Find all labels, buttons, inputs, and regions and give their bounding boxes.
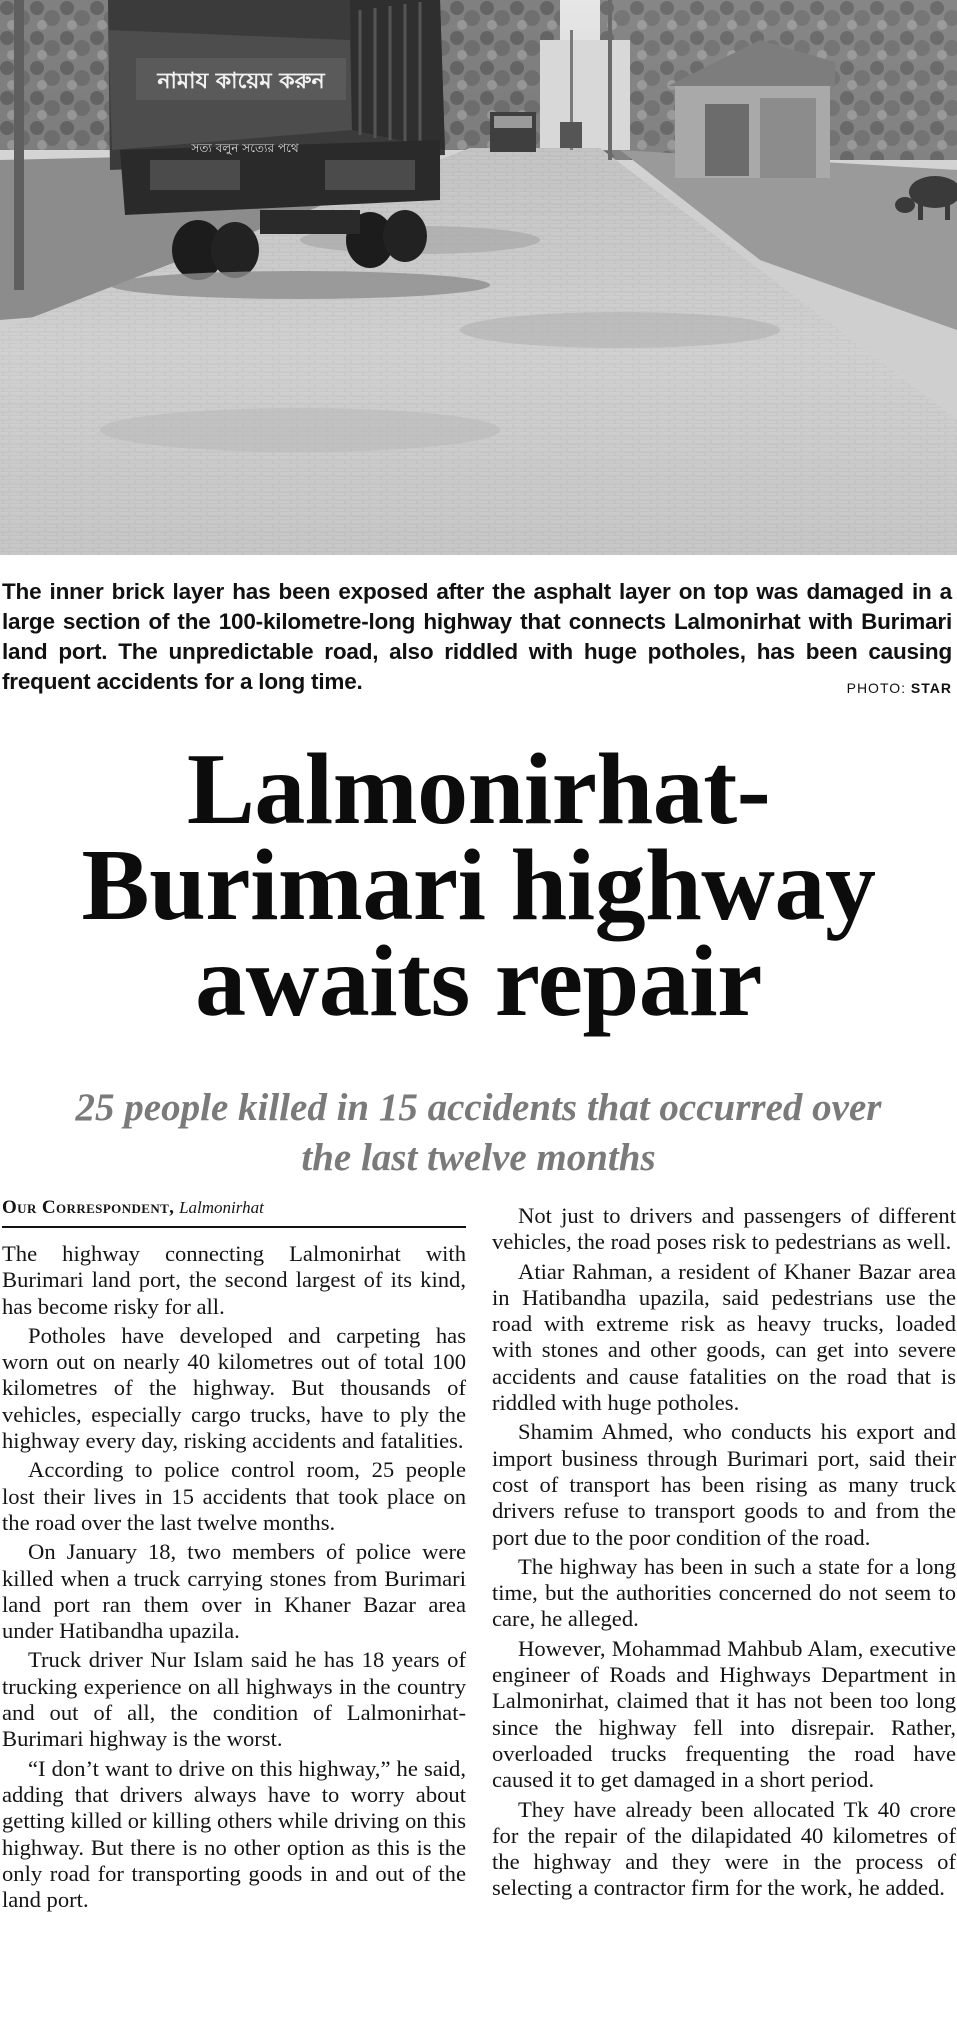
paragraph: Shamim Ahmed, who conducts his export and import business through Burimari port, said their cost of transport has been rising as many truck drivers refuse to transport goods to and from the port due to the poor condition of the road. [492,1419,956,1550]
headline-line-3: awaits repair [195,925,762,1038]
headline [0,733,957,1038]
paragraph: Not just to drivers and passengers of different vehicles, the road poses risk to pedestrians as well. [492,1203,956,1255]
byline-place: Lalmonirhat [179,1198,264,1217]
subheadline-line-1: 25 people killed in 15 accidents that occurred over [75,1086,882,1129]
paragraph: “I don’t want to drive on this highway,” he said, adding that drivers always have to worry about getting killed or killing others while driving on this highway. But there is no other option as this is the only road for transporting goods in and out of the land port. [2,1755,466,1913]
byline [2,1196,466,1228]
photo-credit [847,673,952,703]
photo-credit-prefix: PHOTO: [846,680,907,696]
truck-sign-text: নামায কায়েম করুন [157,69,325,94]
paragraph: However, Mohammad Mahbub Alam, executive engineer of Roads and Highways Department in Lalmonirhat, claimed that it has not been too long since the highway fell into disrepair. Rather, overloaded trucks frequenting the road have caused it to get damaged in a short period. [492,1635,956,1793]
photo-credit-source: STAR [910,680,952,696]
paragraph: The highway has been in such a state for a long time, but the authorities concerned do not seem to care, he alleged. [492,1553,956,1632]
caption-text: The inner brick layer has been exposed after the asphalt layer on top was damaged in a large section of the 100-kilometre-long highway that connects Lalmonirhat with Burimari land port. The unpredictable road, also riddled with huge potholes, has been causing frequent accidents for a long time. [2,579,952,694]
paragraph: According to police control room, 25 people lost their lives in 15 accidents that took place on the road over the last twelve months. [2,1457,466,1535]
paragraph: They have already been allocated Tk 40 crore for the repair of the dilapidated 40 kilometres of the highway and they were in the process of selecting a contractor firm for the work, he added. [492,1796,956,1901]
headline-line-1: Lalmonirhat- [186,733,771,846]
photo-caption [2,577,952,703]
news-photo [0,0,957,555]
byline-author: Our Correspondent, [2,1197,175,1218]
subheadline [0,1083,957,1183]
article-column-left [2,1196,466,1916]
truck-plate-text: সত্য বলুন সত্যের পথে [191,141,299,155]
paragraph: Atiar Rahman, a resident of Khaner Bazar area in Hatibandha upazila, said pedestrians use the road with extreme risk as heavy trucks, loaded with stones and other goods, can get into severe accidents and cause fatalities on the road that is riddled with huge potholes. [492,1258,956,1416]
paragraph: Potholes have developed and carpeting has worn out on nearly 40 kilometres out of total 100 kilometres of the highway. But thousands of vehicles, especially cargo trucks, have to ply the highway every day, risking accidents and fatalities. [2,1322,466,1454]
subheadline-line-2: the last twelve months [301,1136,656,1179]
paragraph: Truck driver Nur Islam said he has 18 years of trucking experience on all highways in the country and out of all, the condition of Lalmonirhat-Burimari highway is the worst. [2,1647,466,1752]
article-column-right [492,1203,956,1905]
paragraph: The highway connecting Lalmonirhat with Burimari land port, the second largest of its kind, has become risky for all. [2,1241,466,1319]
paragraph: On January 18, two members of police were killed when a truck carrying stones from Burimari land port ran them over in Khaner Bazar area under Hatibandha upazila. [2,1539,466,1644]
headline-line-2: Burimari highway [81,829,876,942]
